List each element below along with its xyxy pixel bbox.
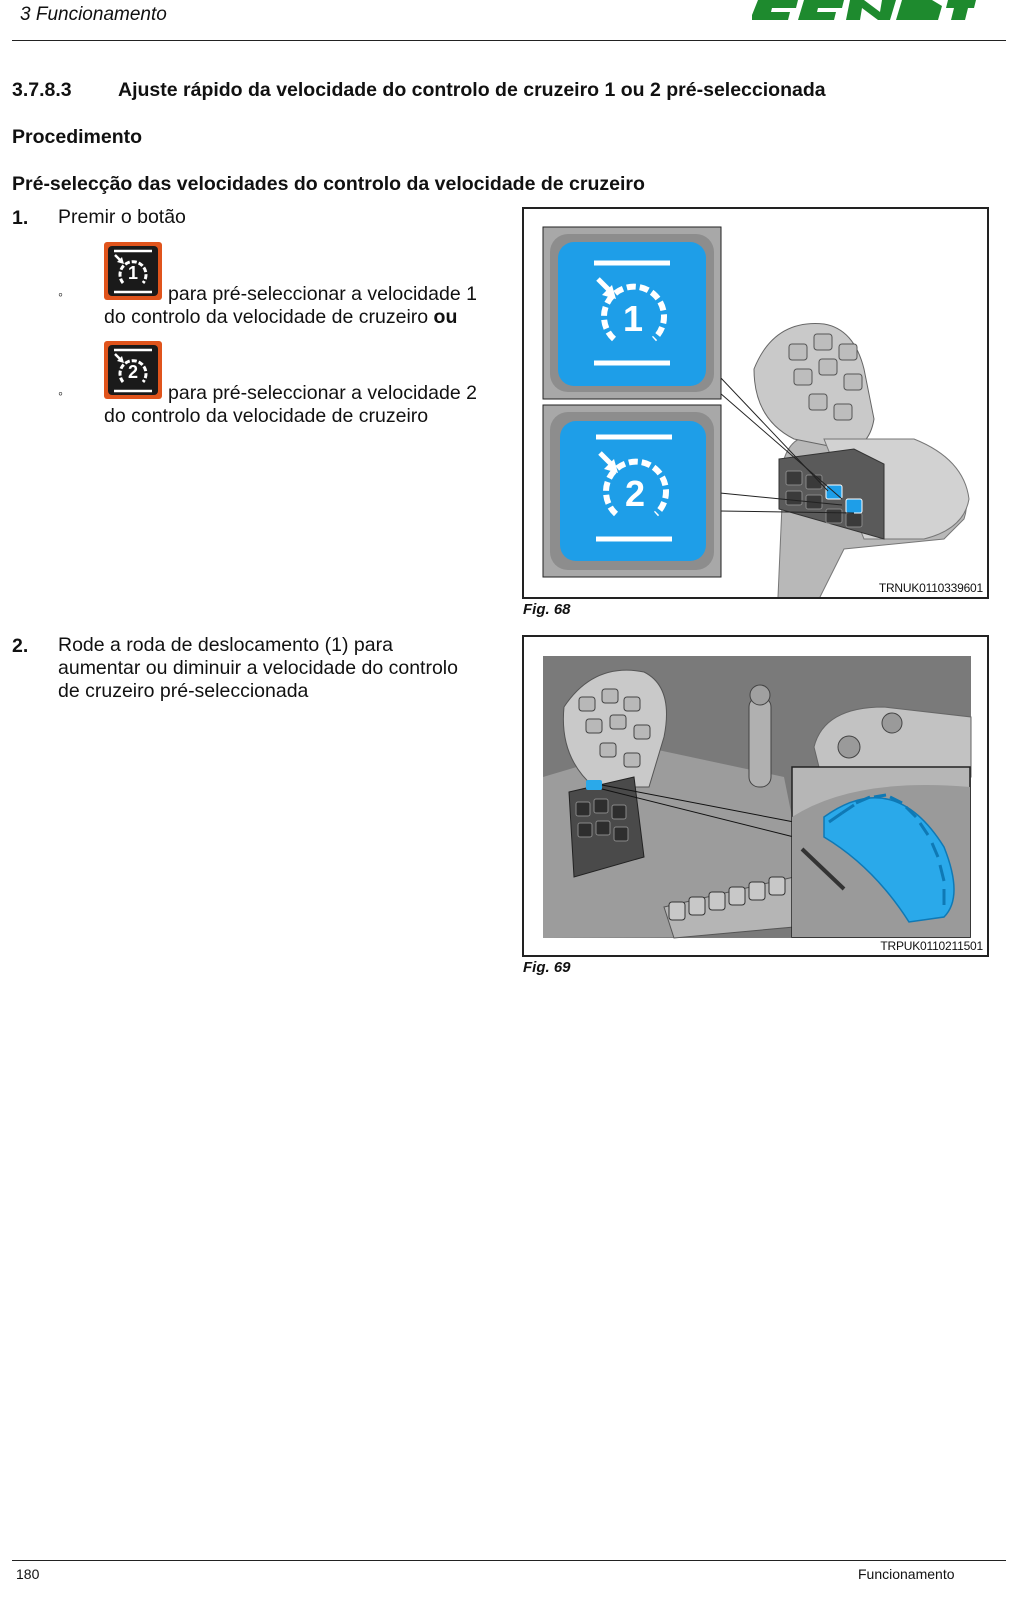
thumbwheel-illustration (524, 637, 987, 955)
substep-bullet: ◦ (58, 385, 63, 401)
substep-1-line2 (104, 306, 504, 329)
footer-section: Funcionamento (858, 1566, 955, 1582)
substep-1-line2-text: do controlo da velocidade de cruzeiro (104, 306, 429, 328)
section-number: 3.7.8.3 (12, 79, 72, 101)
substep-2-line1: para pré-seleccionar a velocidade 2 (168, 382, 477, 404)
substep-1-line1: para pré-seleccionar a velocidade 1 (168, 283, 477, 305)
step-1-number: 1. (12, 207, 29, 229)
inset-button-1-number: 1 (622, 298, 644, 339)
figure-68-code: TRNUK0110339601 (878, 581, 983, 595)
figure-68 (522, 207, 989, 599)
button-icon-number: 1 (127, 263, 139, 283)
cruise-speed-1-button-icon (104, 242, 162, 300)
cruise-speed-2-button-icon (104, 341, 162, 399)
step-1-text: Premir o botão (58, 206, 186, 228)
button-icon-number: 2 (127, 362, 139, 382)
section-title: Ajuste rápido da velocidade do controlo de cruzeiro 1 ou 2 pré-seleccionada (118, 79, 826, 101)
running-header-section: 3 Funcionamento (20, 4, 167, 25)
footer-page-number: 180 (16, 1566, 40, 1582)
step-2-number: 2. (12, 635, 29, 657)
figure-69-code: TRPUK0110211501 (880, 939, 983, 953)
figure-69-caption: Fig. 69 (523, 959, 571, 976)
fendt-logo (752, 0, 978, 20)
figure-68-caption: Fig. 68 (523, 601, 571, 618)
subheading: Pré-selecção das velocidades do controlo da velocidade de cruzeiro (12, 173, 645, 195)
step-2-line1: Rode a roda de deslocamento (1) para (58, 634, 393, 656)
inset-button-2-number: 2 (624, 473, 646, 514)
footer-rule (12, 1560, 1006, 1561)
substep-bullet: ◦ (58, 286, 63, 302)
header-rule (12, 40, 1006, 41)
figure-69 (522, 635, 989, 957)
substep-1-or: ou (433, 306, 458, 328)
joystick-buttons-illustration (524, 209, 987, 597)
substep-2-line2: do controlo da velocidade de cruzeiro (104, 405, 429, 427)
step-2-line2: aumentar ou diminuir a velocidade do controlo (58, 657, 458, 679)
step-2-line3: de cruzeiro pré-seleccionada (58, 680, 309, 702)
procedure-heading: Procedimento (12, 126, 143, 148)
